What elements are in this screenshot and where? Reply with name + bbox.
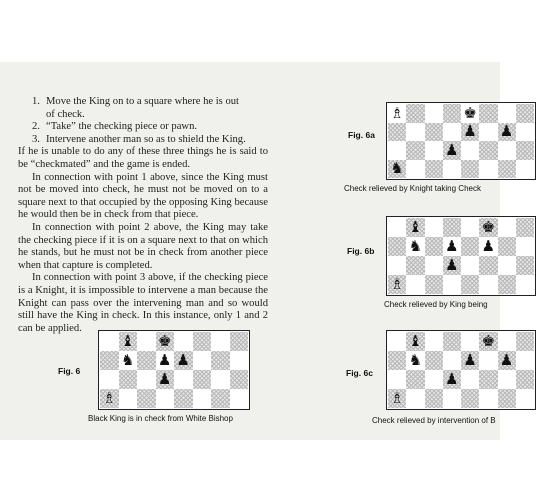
board-square — [498, 237, 516, 256]
board-square — [388, 141, 406, 160]
chess-piece-icon: ♗ — [102, 389, 116, 407]
board-square — [461, 389, 479, 408]
board-square — [388, 351, 406, 370]
list-item-1-cont: of check. — [46, 108, 85, 120]
chess-piece-icon: ♝ — [121, 332, 135, 350]
board-square — [156, 351, 175, 370]
board-square — [516, 256, 534, 275]
board-square — [443, 389, 461, 408]
board-square — [406, 256, 424, 275]
list-item-3: 3. Intervene another man so as to shield the King. — [32, 133, 246, 145]
board-square — [425, 218, 443, 237]
board-square — [461, 141, 479, 160]
board-square — [443, 332, 461, 351]
board-square — [119, 332, 138, 351]
board-square — [100, 332, 119, 351]
board-square — [479, 275, 497, 294]
fig6-caption: Black King is in check from White Bishop — [88, 414, 233, 423]
chess-piece-icon: ♟ — [158, 370, 172, 388]
fig6b-caption: Check relieved by King being — [384, 300, 488, 309]
chess-piece-icon: ♚ — [481, 332, 496, 350]
board-square — [406, 370, 424, 389]
board-square — [498, 332, 516, 351]
chess-piece-icon: ♟ — [158, 351, 172, 369]
board-square — [230, 332, 249, 351]
board-square — [516, 370, 534, 389]
board-square — [119, 389, 138, 408]
board-square — [211, 370, 230, 389]
chess-piece-icon: ♟ — [445, 256, 459, 274]
chess-piece-icon: ♟ — [445, 237, 459, 255]
board-square — [425, 256, 443, 275]
board-square — [211, 351, 230, 370]
board-square — [230, 389, 249, 408]
board-square — [425, 237, 443, 256]
chess-piece-icon: ♗ — [390, 103, 404, 122]
fig6c-label: Fig. 6c — [346, 368, 373, 378]
board-square — [425, 370, 443, 389]
board-square — [137, 351, 156, 370]
fig6b-label: Fig. 6b — [347, 246, 375, 256]
board-square — [425, 351, 443, 370]
board-square — [406, 351, 424, 370]
board-square — [516, 332, 534, 351]
list-item-1: 1. Move the King on to a square where he is out — [32, 96, 239, 107]
board-square — [443, 370, 461, 389]
chess-board-fig6c — [386, 330, 536, 410]
board-square — [406, 275, 424, 294]
board-square — [479, 332, 497, 351]
board-square — [461, 370, 479, 389]
board-square — [479, 389, 497, 408]
board-square — [425, 141, 443, 160]
fig6c-caption: Check relieved by intervention of B — [372, 416, 496, 425]
board-square — [119, 351, 138, 370]
board-square — [137, 370, 156, 389]
board-square — [388, 123, 406, 142]
chess-piece-icon: ♟ — [463, 351, 477, 369]
board-square — [516, 123, 534, 142]
board-square — [100, 351, 119, 370]
board-square — [406, 332, 424, 351]
board-square — [443, 351, 461, 370]
board-square — [137, 389, 156, 408]
board-square — [156, 370, 175, 389]
board-square — [479, 123, 497, 142]
board-square — [425, 123, 443, 142]
board-square — [498, 123, 516, 142]
board-square — [461, 351, 479, 370]
board-square — [516, 351, 534, 370]
chess-piece-icon: ♞ — [408, 351, 423, 369]
chess-board-fig6 — [98, 330, 250, 410]
chess-piece-icon: ♝ — [408, 218, 423, 236]
board-square — [498, 275, 516, 294]
board-square — [193, 351, 212, 370]
board-square — [406, 141, 424, 160]
chess-piece-icon: ♚ — [481, 218, 496, 236]
board-square — [443, 256, 461, 275]
board-square — [230, 370, 249, 389]
board-square — [119, 370, 138, 389]
board-square — [137, 332, 156, 351]
board-square — [461, 104, 479, 123]
chess-piece-icon: ♚ — [463, 103, 477, 122]
chess-piece-icon: ♞ — [408, 237, 423, 255]
board-square — [425, 275, 443, 294]
board-square — [100, 370, 119, 389]
board-square — [443, 104, 461, 123]
board-square — [498, 351, 516, 370]
chess-piece-icon: ♝ — [408, 332, 423, 350]
fig6a-label: Fig. 6a — [348, 130, 375, 140]
board-square — [479, 141, 497, 160]
chess-piece-icon: ♟ — [445, 140, 459, 159]
book-page — [0, 62, 514, 440]
chess-piece-icon: ♚ — [158, 332, 172, 350]
board-square — [498, 104, 516, 123]
board-square — [174, 370, 193, 389]
board-square — [461, 218, 479, 237]
board-square — [479, 104, 497, 123]
board-square — [479, 237, 497, 256]
paragraph-checkmate: If he is unable to do any of these three things he is said to be “checkmated” and the game is ended. — [18, 146, 268, 170]
chess-piece-icon: ♟ — [445, 370, 459, 388]
board-square — [461, 123, 479, 142]
paragraph-point-1: In connection with point 1 above, since the King must not be moved into check, he must not be moved on to a square next to that occupied by the opposing King because he would then be in check from that piece. — [18, 171, 268, 221]
board-square — [388, 275, 406, 294]
board-square — [100, 389, 119, 408]
chess-piece-icon: ♟ — [481, 237, 496, 255]
chess-piece-icon: ♞ — [390, 159, 404, 178]
chess-piece-icon: ♟ — [499, 351, 514, 369]
board-square — [443, 141, 461, 160]
board-square — [443, 237, 461, 256]
board-square — [388, 389, 406, 408]
board-square — [211, 389, 230, 408]
board-square — [479, 370, 497, 389]
board-square — [516, 275, 534, 294]
board-square — [443, 160, 461, 179]
board-square — [174, 332, 193, 351]
board-square — [406, 123, 424, 142]
board-square — [425, 332, 443, 351]
board-square — [479, 351, 497, 370]
board-square — [498, 141, 516, 160]
board-square — [516, 160, 534, 179]
fig6-label: Fig. 6 — [58, 366, 81, 376]
fig6a-caption: Check relieved by Knight taking Check — [344, 184, 481, 193]
board-square — [443, 218, 461, 237]
board-square — [406, 104, 424, 123]
board-square — [388, 218, 406, 237]
board-square — [498, 370, 516, 389]
list-item-2: 2. “Take” the checking piece or pawn. — [32, 121, 198, 133]
board-square — [388, 256, 406, 275]
board-square — [461, 332, 479, 351]
board-square — [174, 389, 193, 408]
chess-piece-icon: ♟ — [499, 122, 514, 141]
board-square — [174, 351, 193, 370]
board-square — [406, 237, 424, 256]
board-square — [479, 256, 497, 275]
board-square — [406, 389, 424, 408]
chess-board-fig6a — [386, 102, 536, 180]
board-square — [516, 218, 534, 237]
board-square — [498, 256, 516, 275]
board-square — [193, 332, 212, 351]
board-square — [193, 370, 212, 389]
board-square — [516, 141, 534, 160]
chess-piece-icon: ♗ — [390, 275, 404, 293]
board-square — [461, 275, 479, 294]
board-square — [498, 389, 516, 408]
board-square — [479, 160, 497, 179]
board-square — [425, 389, 443, 408]
board-square — [156, 389, 175, 408]
board-square — [498, 160, 516, 179]
board-square — [211, 332, 230, 351]
board-square — [461, 256, 479, 275]
board-square — [498, 218, 516, 237]
board-square — [479, 218, 497, 237]
board-square — [516, 237, 534, 256]
chess-board-fig6b — [386, 216, 536, 296]
paragraph-point-2: In connection with point 2 above, the King may take the checking piece if it is on a square next to that on which he stands, but he must not be in check from another piece when that capture is completed. — [18, 221, 268, 271]
paragraph-point-3: In connection with point 3 above, if the checking piece is a Knight, it is impossible to intervene a man because the Knight can pass over the intervening man and so would still have the King in check. In this instance, only 1 and 2 can be applied. — [18, 272, 268, 334]
board-square — [388, 104, 406, 123]
text-column — [18, 96, 268, 335]
board-square — [516, 389, 534, 408]
chess-piece-icon: ♟ — [176, 351, 190, 369]
chess-piece-icon: ♗ — [390, 389, 404, 407]
board-square — [193, 389, 212, 408]
board-square — [388, 370, 406, 389]
board-square — [388, 237, 406, 256]
board-square — [461, 160, 479, 179]
board-square — [443, 275, 461, 294]
board-square — [388, 160, 406, 179]
board-square — [406, 160, 424, 179]
board-square — [425, 160, 443, 179]
board-square — [230, 351, 249, 370]
chess-piece-icon: ♟ — [463, 122, 477, 141]
board-square — [406, 218, 424, 237]
board-square — [516, 104, 534, 123]
board-square — [388, 332, 406, 351]
board-square — [461, 237, 479, 256]
chess-piece-icon: ♞ — [121, 351, 135, 369]
board-square — [156, 332, 175, 351]
board-square — [443, 123, 461, 142]
board-square — [425, 104, 443, 123]
